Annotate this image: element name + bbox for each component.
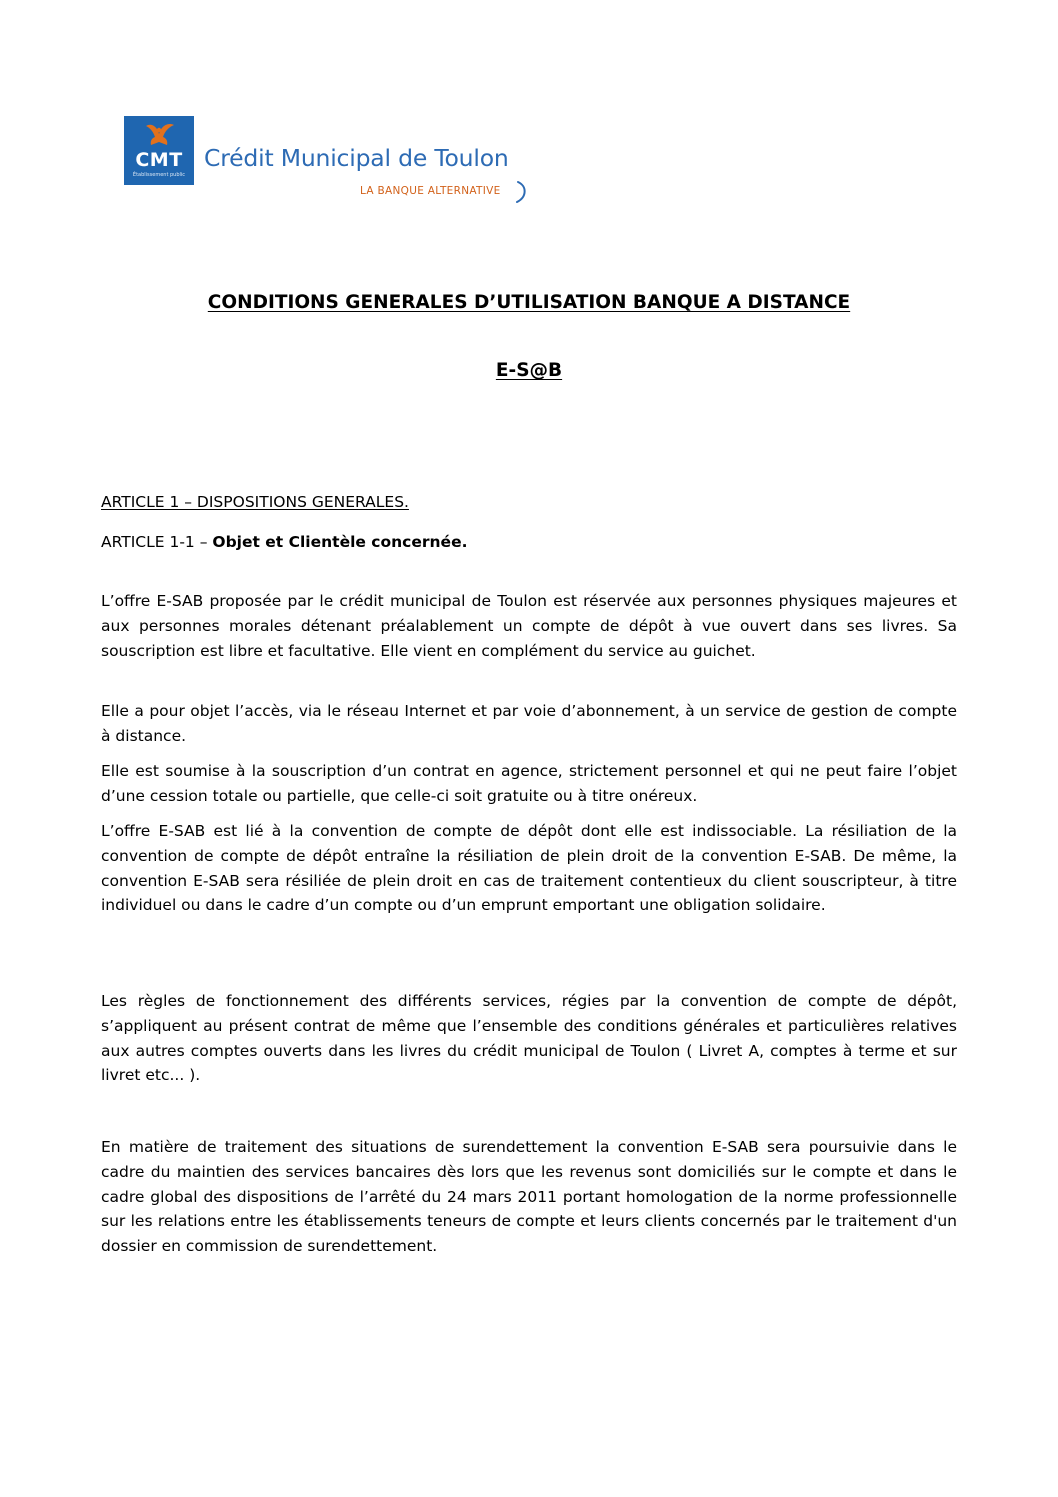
logo-box-subtext: Établissement public — [132, 172, 186, 178]
paragraph: Elle a pour objet l’accès, via le réseau Internet et par voie d’abonnement, à un service de gestion de compte à distance. — [101, 702, 957, 745]
paragraph: L’offre E-SAB proposée par le crédit municipal de Toulon est réservée aux personnes physiques majeures et aux personnes morales détenant préalablement un compte de dépôt à vue ouvert dans ses livres. Sa souscription est libre et facultative. Elle vient en complément du service au guichet. — [101, 592, 957, 660]
article-heading: ARTICLE 1 – DISPOSITIONS GENERALES. — [101, 493, 409, 511]
sub-heading-prefix: ARTICLE 1-1 – — [101, 533, 213, 551]
paragraph: Elle est soumise à la souscription d’un contrat en agence, strictement personnel et qui ne peut faire l’objet d’une cession totale ou partielle, que celle-ci soit gratuite ou à titre onéreux. — [101, 762, 957, 805]
logo-box — [124, 116, 194, 185]
paragraph: En matière de traitement des situations de surendettement la convention E-SAB sera poursuivie dans le cadre du maintien des services bancaires dès lors que les revenus sont domiciliés sur le compte et dans le cadre global des dispositions de l’arrêté du 24 mars 2011 portant homologation de la norme professionnelle sur les relations entre les établissements teneurs de compte et leurs clients concernés par le traitement d'un dossier en commission de surendettement. — [101, 1138, 957, 1256]
logo-name: Crédit Municipal de Toulon — [204, 144, 509, 172]
paragraph: L’offre E-SAB est lié à la convention de compte de dépôt dont elle est indissociable. La résiliation de la convention de compte de dépôt entraîne la résiliation de plein droit de la convention E-SAB. De même, la convention E-SAB sera résiliée de plein droit en cas de traitement contentieux du client souscripteur, à titre individuel ou dans le cadre d’un compte ou d’un emprunt emportant une obligation solidaire. — [101, 822, 957, 915]
sub-heading — [101, 533, 467, 551]
sub-heading-strong: Objet et Clientèle concernée. — [212, 533, 468, 551]
document-title: CONDITIONS GENERALES D’UTILISATION BANQUE A DISTANCE — [207, 292, 851, 313]
cmt-logo — [124, 116, 534, 208]
logo-tagline: LA BANQUE ALTERNATIVE — [360, 185, 501, 197]
tagline-arc-icon — [515, 180, 529, 204]
paragraph: Les règles de fonctionnement des différents services, régies par la convention de compte de dépôt, s’appliquent au présent contrat de même que l’ensemble des conditions générales et particulières relatives aux autres comptes ouverts dans les livres du crédit municipal de Toulon ( Livret A, comptes à terme et sur livret etc... ). — [101, 992, 957, 1085]
document-subtitle: E-S@B — [495, 360, 563, 381]
logo-acronym: CMT — [135, 149, 183, 171]
